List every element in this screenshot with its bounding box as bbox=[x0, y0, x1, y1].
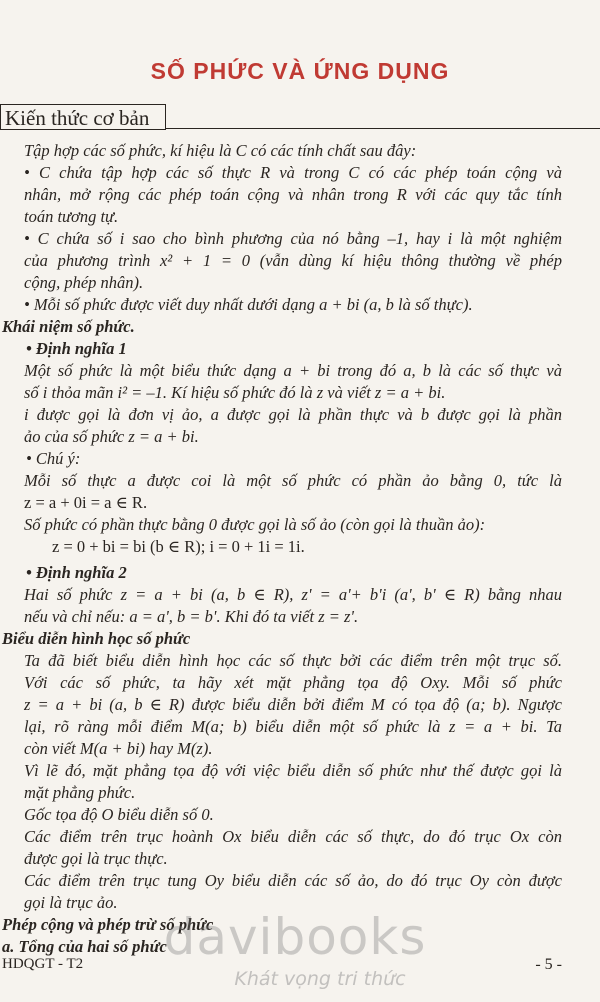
text-line: i được gọi là đơn vị ảo, a được gọi là phần thực và b được gọi là phần bbox=[24, 405, 562, 424]
footer-code: HDQGT - T2 bbox=[2, 956, 84, 972]
text-line: nhân, mở rộng các phép toán cộng và nhân trong R với các quy tắc tính bbox=[24, 185, 562, 204]
text-line: Một số phức là một biểu thức dạng a + bi trong đó a, b là các số thực và bbox=[24, 361, 562, 380]
text-line: Hai số phức z = a + bi (a, b ∈ R), z' = a'+ b'i (a', b' ∈ R) bằng nhau bbox=[24, 585, 562, 604]
text-line: mặt phẳng phức. bbox=[24, 783, 136, 802]
text-line: z = a + bi (a, b ∈ R) được biểu diễn bởi điểm M có tọa độ (a; b). Ngược bbox=[24, 695, 562, 714]
subsection-heading: Biểu diễn hình học số phức bbox=[2, 629, 191, 648]
text-line: Các điểm trên trục tung Oy biểu diễn các số ảo, do đó trục Oy còn được bbox=[24, 871, 562, 890]
definition-heading: • Định nghĩa 2 bbox=[26, 563, 127, 582]
section-heading: Kiến thức cơ bản bbox=[0, 104, 166, 130]
text-line: cộng, phép nhân). bbox=[24, 273, 144, 292]
watermark-logo: davibooks bbox=[163, 908, 427, 966]
text-line: Vì lẽ đó, mặt phẳng tọa độ với việc biểu diễn số phức như thế được gọi là bbox=[24, 761, 562, 780]
text-line: được gọi là trục thực. bbox=[24, 849, 168, 868]
formula-line: z = 0 + bi = bi (b ∈ R); i = 0 + 1i = 1i. bbox=[52, 537, 305, 556]
text-line: còn viết M(a + bi) hay M(z). bbox=[24, 739, 213, 758]
text-line: số i thỏa mãn i² = –1. Kí hiệu số phức đó là z và viết z = a + bi. bbox=[24, 383, 446, 402]
item-heading: a. Tổng của hai số phức bbox=[2, 937, 167, 956]
subsection-heading: Khái niệm số phức. bbox=[2, 317, 135, 336]
text-line: Số phức có phần thực bằng 0 được gọi là số ảo (còn gọi là thuần ảo): bbox=[24, 515, 486, 534]
text-line: Với các số phức, ta hãy xét mặt phẳng tọa độ Oxy. Mỗi số phức bbox=[24, 673, 562, 692]
text-line: lại, rõ ràng mỗi điểm M(a; b) biểu diễn một số phức là z = a + bi. Ta bbox=[24, 717, 562, 736]
text-line: • C chứa số i sao cho bình phương của nó bằng –1, hay i là một nghiệm bbox=[24, 229, 562, 248]
formula-line: z = a + 0i = a ∈ R. bbox=[24, 493, 148, 512]
text-line: gọi là trục ảo. bbox=[24, 893, 118, 912]
subsection-heading: Phép cộng và phép trừ số phức bbox=[2, 915, 214, 934]
definition-heading: • Định nghĩa 1 bbox=[26, 339, 127, 358]
text-line: nếu và chỉ nếu: a = a', b = b'. Khi đó ta viết z = z'. bbox=[24, 607, 359, 626]
page-title: SỐ PHỨC VÀ ỨNG DỤNG bbox=[150, 58, 450, 84]
text-line: toán tương tự. bbox=[24, 207, 119, 226]
page-number: - 5 - bbox=[535, 956, 562, 973]
intro-line: Tập hợp các số phức, kí hiệu là C có các tính chất sau đây: bbox=[24, 141, 417, 160]
text-line: • C chứa tập hợp các số thực R và trong C có các phép toán cộng và bbox=[24, 163, 562, 182]
note-heading: • Chú ý: bbox=[26, 449, 81, 468]
text-line: • Mỗi số phức được viết duy nhất dưới dạng a + bi (a, b là số thực). bbox=[24, 295, 473, 314]
text-line: của phương trình x² + 1 = 0 (vẫn dùng kí hiệu thông thường về phép bbox=[24, 251, 562, 270]
text-line: Mỗi số thực a được coi là một số phức có phần ảo bằng 0, tức là bbox=[24, 471, 562, 490]
text-line: Ta đã biết biểu diễn hình học các số thực bởi các điểm trên một trục số. bbox=[24, 651, 562, 670]
watermark-tagline: Khát vọng tri thức bbox=[234, 968, 406, 990]
text-line: ảo của số phức z = a + bi. bbox=[24, 427, 199, 446]
text-line: Gốc tọa độ O biểu diễn số 0. bbox=[24, 805, 214, 824]
text-line: Các điểm trên trục hoành Ox biểu diễn các số thực, do đó trục Ox còn bbox=[24, 827, 562, 846]
